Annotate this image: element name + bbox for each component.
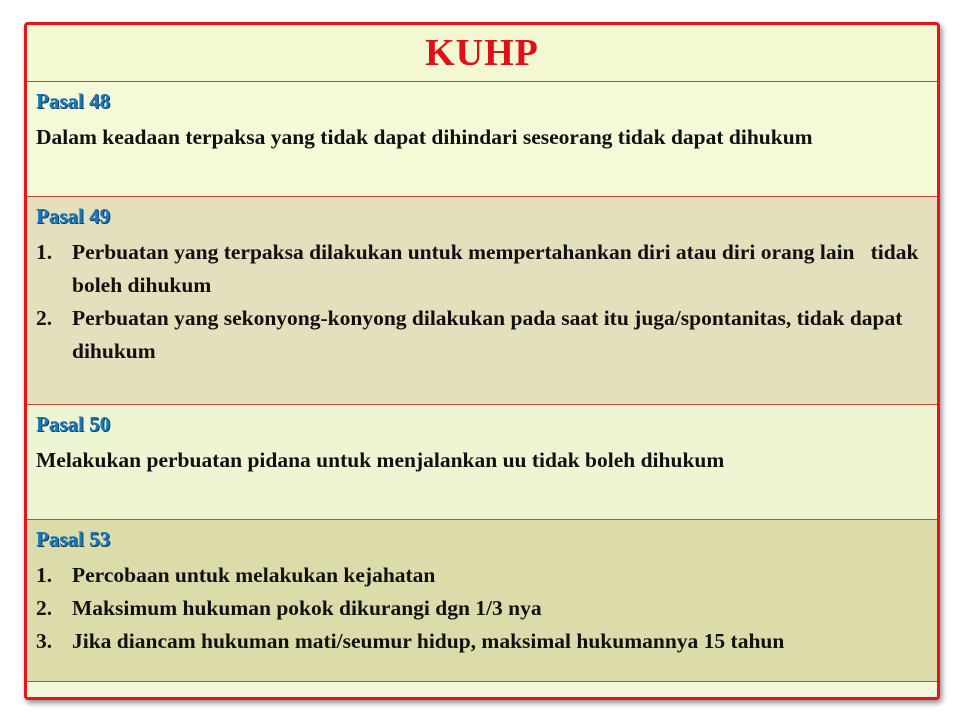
section-pasal-49 xyxy=(27,197,937,405)
list-item xyxy=(36,236,929,302)
section-pasal-50 xyxy=(27,405,937,520)
list-item-text: Maksimum hukuman pokok dikurangi dgn 1/3 nya xyxy=(72,596,542,620)
list-number: 1. xyxy=(36,563,53,587)
section-heading: Pasal 50 xyxy=(36,412,111,436)
section-heading: Pasal 49 xyxy=(36,204,111,228)
list-item xyxy=(36,592,929,625)
section-list xyxy=(36,236,929,368)
list-item-text: Percobaan untuk melakukan kejahatan xyxy=(72,563,436,587)
list-number: 2. xyxy=(36,306,53,330)
section-pasal-48 xyxy=(27,82,937,197)
list-item-text: Perbuatan yang sekonyong-konyong dilakukan pada saat itu juga/spontanitas, tidak dapat dihukum xyxy=(72,306,903,363)
list-number: 3. xyxy=(36,629,53,653)
list-item-text: Perbuatan yang terpaksa dilakukan untuk mempertahankan diri atau diri orang lain tidak boleh dihukum xyxy=(72,240,924,297)
list-number: 2. xyxy=(36,596,53,620)
section-heading: Pasal 53 xyxy=(36,527,111,551)
slide-frame xyxy=(24,22,940,700)
title-row xyxy=(27,25,937,82)
list-item xyxy=(36,302,929,368)
section-pasal-53 xyxy=(27,520,937,682)
list-number: 1. xyxy=(36,240,53,264)
list-item xyxy=(36,559,929,592)
list-item xyxy=(36,625,929,658)
section-text: Dalam keadaan terpaksa yang tidak dapat dihindari seseorang tidak dapat dihukum xyxy=(36,125,813,149)
list-item-text: Jika diancam hukuman mati/seumur hidup, maksimal hukumannya 15 tahun xyxy=(72,629,785,653)
section-text: Melakukan perbuatan pidana untuk menjalankan uu tidak boleh dihukum xyxy=(36,448,725,472)
table-footer-row xyxy=(27,682,937,700)
section-heading: Pasal 48 xyxy=(36,89,111,113)
section-list xyxy=(36,559,929,658)
slide-title: KUHP xyxy=(425,32,539,74)
